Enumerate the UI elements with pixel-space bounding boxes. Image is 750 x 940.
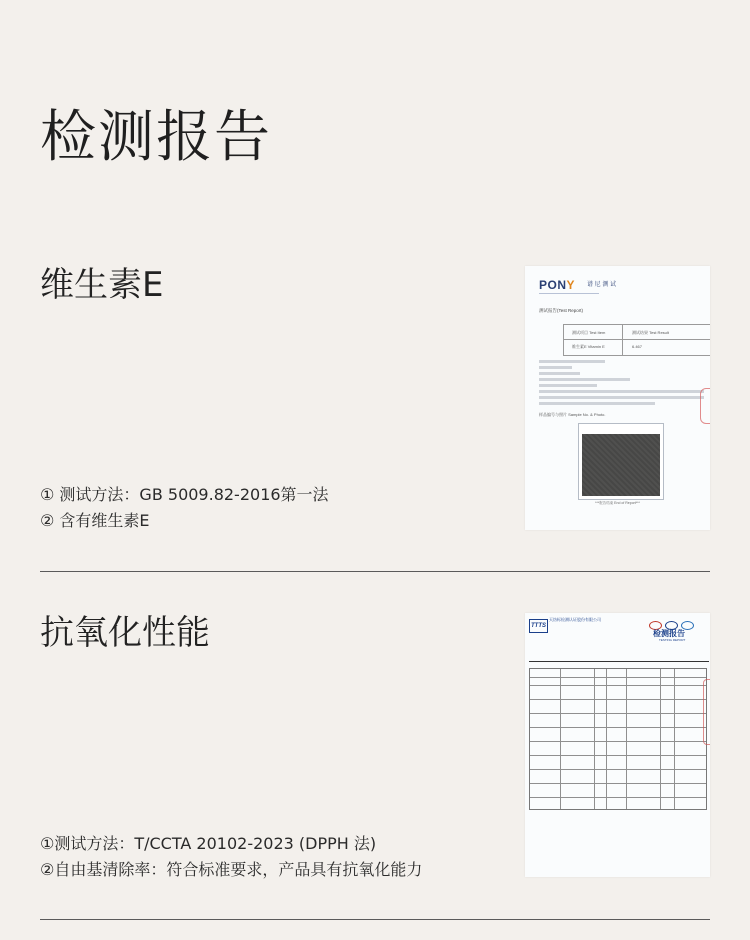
page-title: 检测报告 [40,105,272,170]
table-header-item: 测试项目 Test Item [572,330,606,335]
report-title-en: TESTING REPORT [659,638,686,642]
section-title-vitamin-e: 维生素E [40,265,164,305]
org-name: 天纺标检测认证股份有限公司 [549,617,601,622]
red-stamp [703,679,710,745]
note-radical-scavenging: ②自由基清除率：符合标准要求，产品具有抗氧化能力 [40,860,423,879]
note-test-method: ① 测试方法：GB 5009.82-2016第一法 [40,485,329,504]
logo-underline [539,293,599,294]
sample-photo-frame [578,423,664,500]
sample-label: 样品编号与照片 Sample No. & Photo. [539,412,606,417]
table-header-result: 测试结果 Test Result [632,330,669,335]
pony-logo-cn: 谱 尼 测 试 [587,282,617,288]
antioxidant-notes [40,831,422,883]
results-table [529,668,707,810]
vitamin-e-notes [40,482,329,534]
report-footer: ***报告结束 End of Report*** [595,501,640,505]
header-rule [529,661,709,662]
red-stamp [700,388,710,424]
report-header: 测试报告(Test Report) [539,308,584,313]
section-divider [40,919,710,920]
section-divider [40,571,710,572]
report-remarks [539,360,704,408]
antioxidant-test-report-image [525,613,710,877]
table-cell-item: 维生素E Vitamin E [572,344,605,349]
result-table [563,324,710,356]
sample-fabric-photo [582,434,660,496]
pony-logo-accent: Y [566,278,576,292]
pony-logo: PONY [539,278,576,292]
vitamin-e-test-report-image [525,266,710,530]
table-cell-result: 6.467 [632,344,643,349]
note-contains-vitamin-e: ② 含有维生素E [40,511,150,530]
note-test-method: ①测试方法：T/CCTA 20102-2023 (DPPH 法) [40,834,377,853]
tts-logo: TTTS [529,619,548,633]
report-title: 检测报告 [653,629,685,638]
section-title-antioxidant: 抗氧化性能 [40,613,210,653]
